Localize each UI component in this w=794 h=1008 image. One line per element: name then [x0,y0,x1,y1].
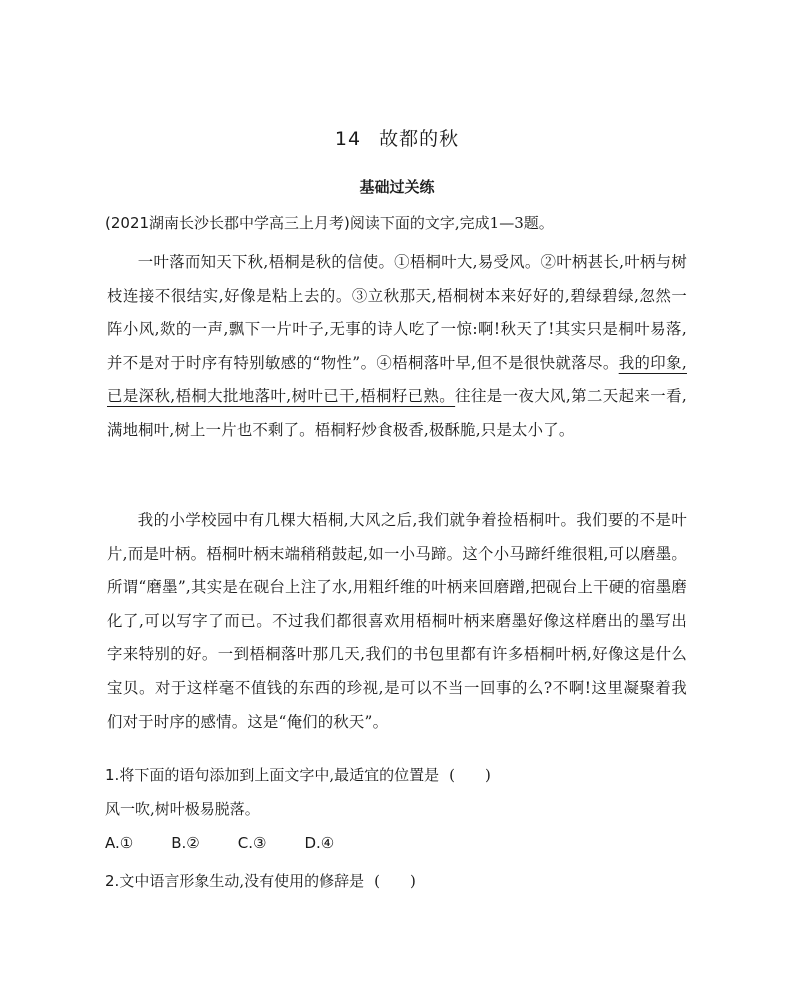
section-heading: 基础过关练 [359,178,435,196]
option-b[interactable]: B.② [171,834,200,852]
lesson-title [0,124,794,151]
question-1-sentence: 风一吹,树叶极易脱落。 [105,800,260,818]
source-note: (2021湖南长沙长郡中学高三上月考) [105,214,350,232]
question-1-text: 将下面的语句添加到上面文字中,最适宜的位置是 [119,766,440,784]
option-c[interactable]: C.③ [237,834,267,852]
question-1-number: 1. [105,766,120,784]
lesson-number: 14 [334,128,362,150]
question-1-blank: ( ) [449,766,491,784]
reading-instruction [105,212,705,233]
question-2-text: 文中语言形象生动,没有使用的修辞是 [119,872,365,890]
option-d[interactable]: D.④ [304,834,335,852]
question-2 [105,870,416,891]
option-a[interactable]: A.① [105,834,134,852]
lesson-title-text: 故都的秋 [379,128,460,150]
question-1-options [105,834,372,852]
paragraph-1-text: 一叶落而知天下秋,梧桐是秋的信使。①梧桐叶大,易受风。②叶柄甚长,叶柄与树枝连接不很结实,好像是粘上去的。③立秋那天,梧桐树本来好好的,碧绿碧绿,忽然一阵小风,欻的一声,飘下一片叶子,无事的诗人吃了一惊:啊!秋天了!其实只是桐叶易落,并不是对于时序有特别敏感的“物性”。④梧桐落叶早,但不是很快就落尽。 [107,253,687,372]
underlined-sentence: 我的印象,已是深秋,梧桐大批地落叶,树叶已干,梧桐籽已熟。 [107,353,687,406]
question-2-blank: ( ) [374,872,416,890]
question-2-number: 2. [105,872,120,890]
passage-paragraph-2: 我的小学校园中有几棵大梧桐,大风之后,我们就争着捡梧桐叶。我们要的不是叶片,而是叶柄。梧桐叶柄末端稍稍鼓起,如一小马蹄。这个小马蹄纤维很粗,可以磨墨。所谓“磨墨”,其实是在砚台上注了水,用粗纤维的叶柄来回磨蹭,把砚台上干硬的宿墨磨化了,可以写字了而已。不过我们都很喜欢用梧桐叶柄来磨墨好像这样磨出的墨写出字来特别的好。一到梧桐落叶那几天,我们的书包里都有许多梧桐叶柄,好像这是什么宝贝。对于这样毫不值钱的东西的珍视,是可以不当一回事的么?不啊!这里凝聚着我们对于时序的感情。这是“俺们的秋天”。 [107,511,687,731]
instruction-text: 阅读下面的文字,完成1—3题。 [349,214,554,232]
question-1 [105,764,491,785]
paragraph-1-text-end: 往往是一夜大风,第二天起来一看,满地桐叶,树上一片也不剩了。梧桐籽炒食极香,极酥脆,只是太小了。 [107,387,687,439]
passage-paragraph-1 [107,246,687,448]
